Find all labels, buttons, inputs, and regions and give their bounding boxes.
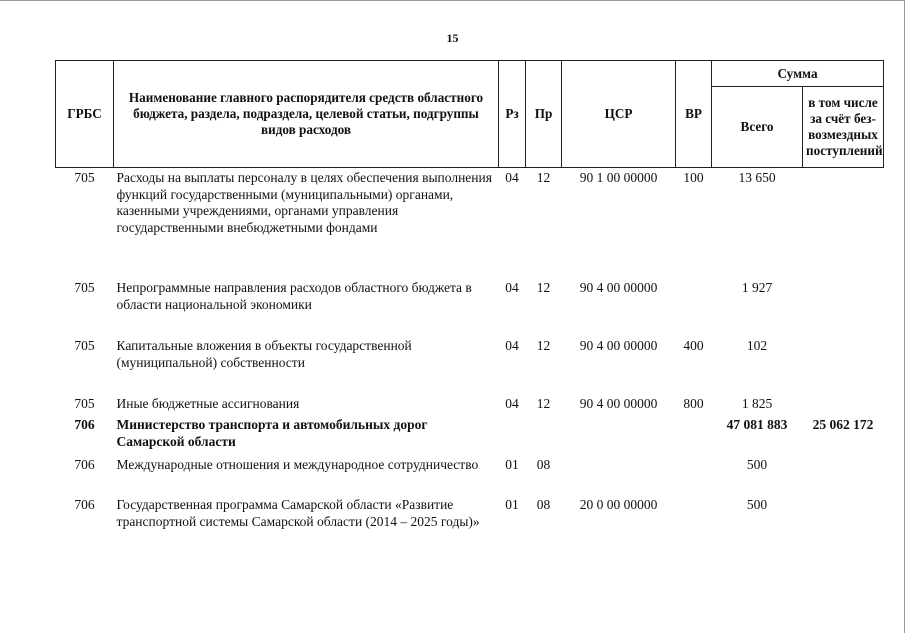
cell-csr: 90 4 00 00000 [579, 280, 658, 295]
cell-total: 1 927 [741, 280, 773, 295]
header-pr: Пр [526, 61, 562, 168]
page-number: 15 [446, 31, 459, 45]
header-vr: ВР [676, 61, 712, 168]
header-total: Всего [712, 87, 803, 168]
header-rz: Рз [499, 61, 526, 168]
cell-vr: 400 [683, 338, 704, 353]
cell-csr: 90 4 00 00000 [579, 338, 658, 353]
cell-free [803, 396, 884, 417]
cell-vr [676, 417, 712, 457]
cell-csr [562, 457, 676, 497]
cell-pr: 12 [536, 338, 551, 353]
cell-grbs: 706 [74, 417, 95, 432]
header-grbs: ГРБС [56, 61, 114, 168]
cell-vr [676, 497, 712, 547]
cell-free [803, 497, 884, 547]
table-body [56, 168, 884, 548]
header-free: в том числе за счёт без-возмездных поступлений [803, 87, 884, 168]
cell-name: Иные бюджетные ассигнования [116, 396, 300, 411]
cell-rz: 01 [505, 457, 519, 472]
cell-rz: 04 [505, 280, 519, 295]
cell-csr: 20 0 00 00000 [579, 497, 658, 512]
table-row [56, 396, 884, 417]
cell-csr: 90 4 00 00000 [579, 396, 658, 411]
cell-pr: 08 [536, 497, 551, 512]
cell-pr [526, 417, 562, 457]
cell-rz: 01 [505, 497, 519, 512]
cell-total: 1 825 [741, 396, 773, 411]
cell-grbs: 706 [74, 497, 95, 512]
cell-name: Международные отношения и международное сотрудничество [116, 457, 479, 472]
cell-pr: 12 [536, 170, 551, 185]
budget-table [55, 60, 884, 547]
cell-vr [676, 280, 712, 338]
cell-name: Капитальные вложения в объекты государственной (муниципальной) собственности [116, 338, 412, 370]
table-row [56, 168, 884, 281]
cell-grbs: 705 [74, 170, 95, 185]
cell-free: 25 062 172 [812, 417, 874, 432]
page-edge-top [0, 0, 905, 1]
cell-name: Государственная программа Самарской области «Развитие транспортной системы Самарской области (2014 – 2025 годы)» [116, 497, 480, 529]
table-row-ministry [56, 417, 884, 457]
cell-total: 102 [746, 338, 768, 353]
cell-name: Министерство транспорта и автомобильных дорог Самарской области [116, 417, 428, 449]
cell-vr: 800 [683, 396, 704, 411]
cell-csr [562, 417, 676, 457]
cell-rz [499, 417, 526, 457]
cell-total: 47 081 883 [726, 417, 788, 432]
header-csr: ЦСР [562, 61, 676, 168]
cell-csr: 90 1 00 00000 [579, 170, 658, 185]
header-name: Наименование главного распорядителя средств областного бюджета, раздела, подраздела, целевой статьи, подгруппы видов расходов [114, 61, 499, 168]
cell-free [803, 338, 884, 396]
table-row [56, 280, 884, 338]
table-row [56, 338, 884, 396]
table-row [56, 497, 884, 547]
cell-grbs: 705 [74, 280, 95, 295]
cell-total: 500 [746, 497, 768, 512]
cell-name: Непрограммные направления расходов областного бюджета в области национальной экономики [116, 280, 472, 312]
table-row [56, 457, 884, 497]
cell-grbs: 705 [74, 396, 95, 411]
cell-total: 13 650 [738, 170, 776, 185]
cell-pr: 08 [536, 457, 551, 472]
table-header [56, 61, 884, 168]
cell-vr: 100 [683, 170, 704, 185]
cell-rz: 04 [505, 396, 519, 411]
cell-rz: 04 [505, 170, 519, 185]
cell-pr: 12 [536, 280, 551, 295]
cell-vr [676, 457, 712, 497]
header-sum: Сумма [712, 61, 884, 87]
cell-free [803, 168, 884, 281]
cell-grbs: 705 [74, 338, 95, 353]
cell-total: 500 [746, 457, 768, 472]
cell-grbs: 706 [74, 457, 95, 472]
cell-free [803, 280, 884, 338]
cell-pr: 12 [536, 396, 551, 411]
cell-rz: 04 [505, 338, 519, 353]
cell-name: Расходы на выплаты персоналу в целях обеспечения выполнения функций государственными (муниципальными) органами, казенными учреждениями, органами управления государственными внебюджетными фондами [116, 170, 492, 235]
cell-free [803, 457, 884, 497]
